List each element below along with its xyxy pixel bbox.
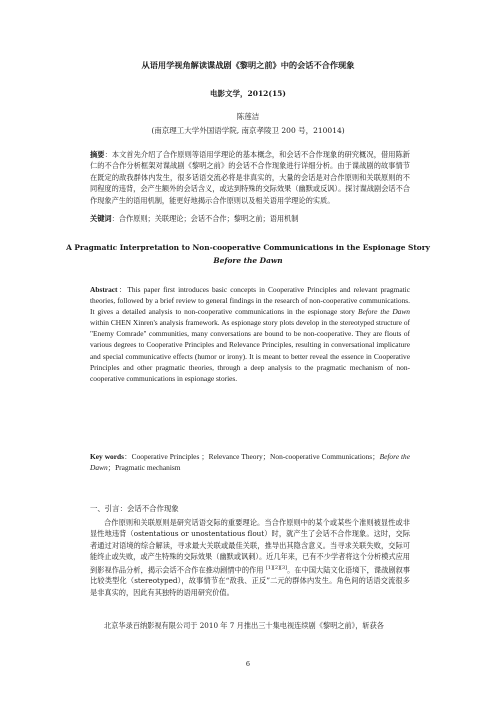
english-title-line1: A Pragmatic Interpretation to Non-cooperative Communications in the Espionage Story <box>66 243 430 252</box>
abstract-en-text-1: ：This paper first introduces basic concepts in Cooperative Principles and relevant pragmatic theories, followed by a brief review to general findings in the research of non-cooperative communications. It gives a detailed analysis to non-cooperative communications in the espionage story <box>90 285 410 317</box>
abstract-cn-text: ：本文首先介绍了合作原则等语用学理论的基本概念，和会话不合作现象的研究概况，借用陈新仁的不合作分析框架对谍战剧《黎明之前》的会话不合作现象进行详细分析。由于谍战剧的故事情节在既定的敌我群体内发生，很多话语交流必将是非真实的，大量的会话是对合作原则和关联原则的不同程度的违背，会产生额外的会话含义，或达到特殊的交际效果（幽默或反讽）。探讨谍战剧会话不合作现象产生的语用机制，能更好地揭示合作原则以及相关语用学理论的实质。 <box>90 150 410 205</box>
keywords-chinese <box>90 213 410 224</box>
body-paragraph-1 <box>90 517 410 598</box>
english-title <box>60 241 436 267</box>
keywords-en-text-2: ；Pragmatic mechanism <box>107 463 181 473</box>
author-affiliation: (南京理工大学外国语学院, 南京孝陵卫 200 号，210014) <box>151 126 345 135</box>
keywords-cn-text: ：合作原则；关联理论；会话不合作；黎明之前；语用机制 <box>111 214 299 223</box>
english-title-line2: Before the Dawn <box>213 256 283 265</box>
keywords-en-label: Key words <box>90 452 125 461</box>
section-heading: 一、引言：会话不合作现象 <box>90 504 179 513</box>
keywords-en-text-1: ：Cooperative Principles ；Relevance Theory；Non-cooperative Communications； <box>124 452 380 461</box>
abstract-en-text-2: within CHEN Xinren's analysis framework. As espionage story plots develop in the stereotyped structure of "Enemy Comrade" communities, many conversations are bound to be non-cooperative. They are flouts of various degrees to Cooperative Principles and Relevance Principles, resulting in conversational implicature and special communicative effects (humor or irony). It is meant to better reveal the essence in Cooperative Principles and other pragmatic theories, through a deep analysis to the pragmatic mechanism of non-cooperative communications in espionage stories. <box>90 318 410 383</box>
abstract-en-title-ref: Before the Dawn <box>357 307 411 317</box>
abstract-cn-label: 摘要 <box>90 150 105 159</box>
paper-title: 从语用学视角解读谍战剧《黎明之前》中的会话不合作现象 <box>141 60 355 70</box>
body-para1-text-a: 合作原则和关联原则是研究话语交际的重要理论。当合作原则中的某个或某些个准则被显性或非显性地违背（ostentatious or unostentatious flout）时，就产生了会话不合作现象。这时，交际者通过对语境的综合解读，寻求最大关联或最佳关联，推导出其隐含意义。当寻求关联失败，交际可能终止或失败，或产生特殊的交际效果（幽默或讽刺）。近几年来，已有不少学者将这个分析模式应用到影视作品分析，揭示会话不合作在推动剧情中的作用 <box>90 518 410 575</box>
body-para1-text-b: 。在中国大陆文化语境下，谍战剧叙事比较类型化（stereotyped），故事情节在“敌我、正反”二元的群体内发生。角色间的话语交流很多是非真实的，因此有其独特的语用研究价值。 <box>90 565 410 597</box>
journal-citation: 电影文学，2012(15) <box>210 89 286 98</box>
citation-marks: [1][2][3] <box>265 564 288 571</box>
abstract-en-label: Abstract <box>90 285 118 294</box>
abstract-chinese <box>90 149 410 206</box>
author-name: 陈莲洁 <box>236 112 260 121</box>
abstract-english <box>90 284 410 384</box>
keywords-en-title-ref: Before the Dawn <box>90 452 411 473</box>
keywords-cn-label: 关键词 <box>90 214 112 223</box>
page-number: 6 <box>245 660 251 668</box>
keywords-english <box>90 451 410 473</box>
body-paragraph-2: 北京华录百纳影视有限公司于 2010 年 7 月推出三十集电视连续剧《黎明之前》，斩获各 <box>104 621 384 630</box>
